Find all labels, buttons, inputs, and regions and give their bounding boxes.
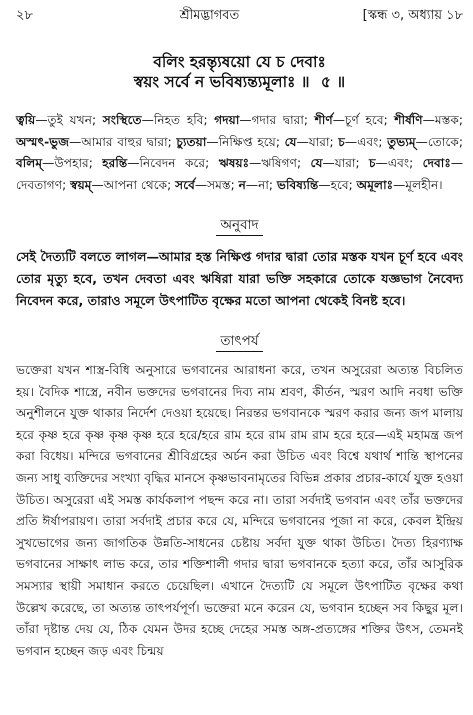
synonym-meaning: —এবং; [344,134,388,149]
purport-title: তাৎপর্য [216,332,262,352]
verse-line-2 [16,72,463,92]
synonym-word: সংস্থিতে [102,113,142,127]
verse-number: ৫ ॥ [320,72,346,91]
page-header [16,0,463,30]
synonym-meaning: —মস্তক; [422,113,464,127]
translation-heading [16,216,463,236]
synonym-meaning: —যারা; [296,134,339,149]
synonym-word: সর্বে [175,177,195,192]
book-title: শ্রীমদ্ভাগবত [179,8,240,23]
chapter-reference: [স্কন্ধ ৩, অধ্যায় ১৮ [362,8,463,23]
synonym-meaning: —উপহার; [42,156,103,170]
purport-text [16,360,463,662]
sanskrit-verse [16,52,463,92]
synonym-word: শীর্ণ [314,113,333,127]
synonym-word: দেবাঃ [422,156,451,170]
synonym-meaning: —তোকে; [415,134,463,149]
synonym-word: চ [369,156,376,170]
synonym-meaning: —এবং; [375,156,423,170]
synonym-meaning: —নিহত হবি; [141,113,215,127]
translation-title: অনুবাদ [216,216,262,236]
synonym-word: হরন্তি [102,156,128,170]
synonym-meaning: —দেবতাগণ; [16,156,464,192]
synonym-word: ন [238,177,246,192]
synonym-word: গদয়া [214,113,240,127]
synonym-word: শীর্ষণি [394,113,423,127]
synonym-meaning: —সমস্ত; [194,177,239,192]
synonym-word: চ্যুতয়া [176,134,207,149]
synonym-meaning: —না; [245,177,277,192]
synonym-meaning: —নিবেদন করে; [127,156,219,170]
synonym-word: ভবিষ্যন্তি [276,177,319,192]
synonym-word: চ [338,134,345,149]
synonym-meaning: —তুই যখন; [35,113,103,127]
purport-heading [16,332,463,352]
synonym-meaning: —যারা; [322,156,370,170]
synonym-meaning: —চূর্ণ হবে; [332,113,395,127]
synonym-word: তুভ্যম্ [387,134,416,149]
synonym-meaning: —গদার দ্বারা; [239,113,315,127]
synonym-word: ত্বয়ি [16,113,36,127]
synonym-word: যে [284,134,297,149]
synonym-meaning: —ঋষিগণ; [249,156,311,170]
synonym-meaning: —নিক্ষিপ্ত হয়ে; [206,134,285,149]
synonym-meaning: —হবে; [318,177,357,192]
page-number: ২৮ [16,8,33,23]
synonym-word: ঋষয়ঃ [218,156,250,170]
synonym-word: যে [310,156,323,170]
synonyms-block [16,110,463,196]
synonym-word: অমূলাঃ [356,177,394,192]
synonym-word: স্বয়ম্ [70,177,92,192]
synonym-word: অস্মৎ-ভুজ [16,134,70,149]
verse-line-2-text: স্বয়ং সর্বে ন ভবিষ্যন্ত্যমূলাঃ ॥ [133,72,310,91]
synonym-word: বলিম্ [16,156,43,170]
synonym-meaning: —আমার বাহুর দ্বারা; [69,134,177,149]
verse-line-1: বলিং হরন্ত্যৃষয়ো যে চ দেবাঃ [153,52,326,71]
purport-paragraph: ভক্তেরা যখন শাস্ত্র-বিধি অনুসারে ভগবানের আরাধনা করে, তখন অসুরেরা অত্যন্ত বিচলিত হয়। বৈদিক শাস্ত্রে, নবীন ভক্তদের ভগবানের দিব্য নাম শ্রবণ, কীর্তন, স্মরণ আদি নবধা ভক্তি অনুশীলনে যুক্ত থাকার নির্দেশ দেওয়া হয়েছে। নিরন্তর ভগবানকে স্মরণ করার জন্য জপ মালায় হরে কৃষ্ণ হরে কৃষ্ণ কৃষ্ণ কৃষ্ণ হরে হরে/হরে রাম হরে রাম রাম রাম হরে হরে—এই মহামন্ত্র জপ করা বিধেয়। মন্দিরে ভগবানের শ্রীবিগ্রহের অর্চন করা উচিত এবং বিশ্বে যথার্থ শান্তি স্থাপনের জন্য সাধু ব্যক্তিদের সংখ্যা বৃদ্ধির মানসে কৃষ্ণভাবনামৃতের বিভিন্ন প্রকার প্রচার-কার্যে যুক্ত হওয়া উচিত। অসুরেরা এই সমস্ত কার্যকলাপ পছন্দ করে না। তারা সর্বদাই ভগবান এবং তাঁর ভক্তদের প্রতি ঈর্ষাপরায়ণ। তারা সর্বদাই প্রচার করে যে, মন্দিরে ভগবানের পূজা না করে, কেবল ইন্দ্রিয় সুখভোগের জন্য জাগতিক উন্নতি-সাধনের চেষ্টায় সর্বদা যুক্ত থাকা উচিত। দৈত্য হিরণ্যাক্ষ ভগবানের সাক্ষাৎ লাভ করে, তার শক্তিশালী গদার দ্বারা ভগবানকে হত্যা করে, তাঁর আসুরিক সমস্যার স্থায়ী সমাধান করতে চেয়েছিল। এখানে দৈত্যটি যে সমূলে উৎপাটিত বৃক্ষের কথা উল্লেখ করেছে, তা অত্যন্ত তাৎপর্যপূর্ণ। ভক্তেরা মনে করেন যে, ভগবান হচ্ছেন সব কিছুর মূল। তাঁরা দৃষ্টান্ত দেয় যে, ঠিক যেমন উদর হচ্ছে দেহের সমস্ত অঙ্গ-প্রত্যঙ্গের শক্তির উৎস, তেমনই ভগবান হচ্ছেন জড় এবং চিন্ময় [16,363,463,658]
translation-text: সেই দৈত্যটি বলতে লাগল—আমার হস্ত নিক্ষিপ্ত গদার দ্বারা তোর মস্তক যখন চূর্ণ হবে এবং তোর মৃত্যু হবে, তখন দেবতা এবং ঋষিরা যারা ভক্তি সহকারে তোকে যজ্ঞভাগ নৈবেদ্য নিবেদন করে, তারাও সমূলে উৎপাটিত বৃক্ষের মতো আপনা থেকেই বিনষ্ট হবে। [16,249,463,308]
synonym-meaning: —আপনা থেকে; [91,177,176,192]
synonym-meaning: —মূলহীন। [393,177,443,192]
